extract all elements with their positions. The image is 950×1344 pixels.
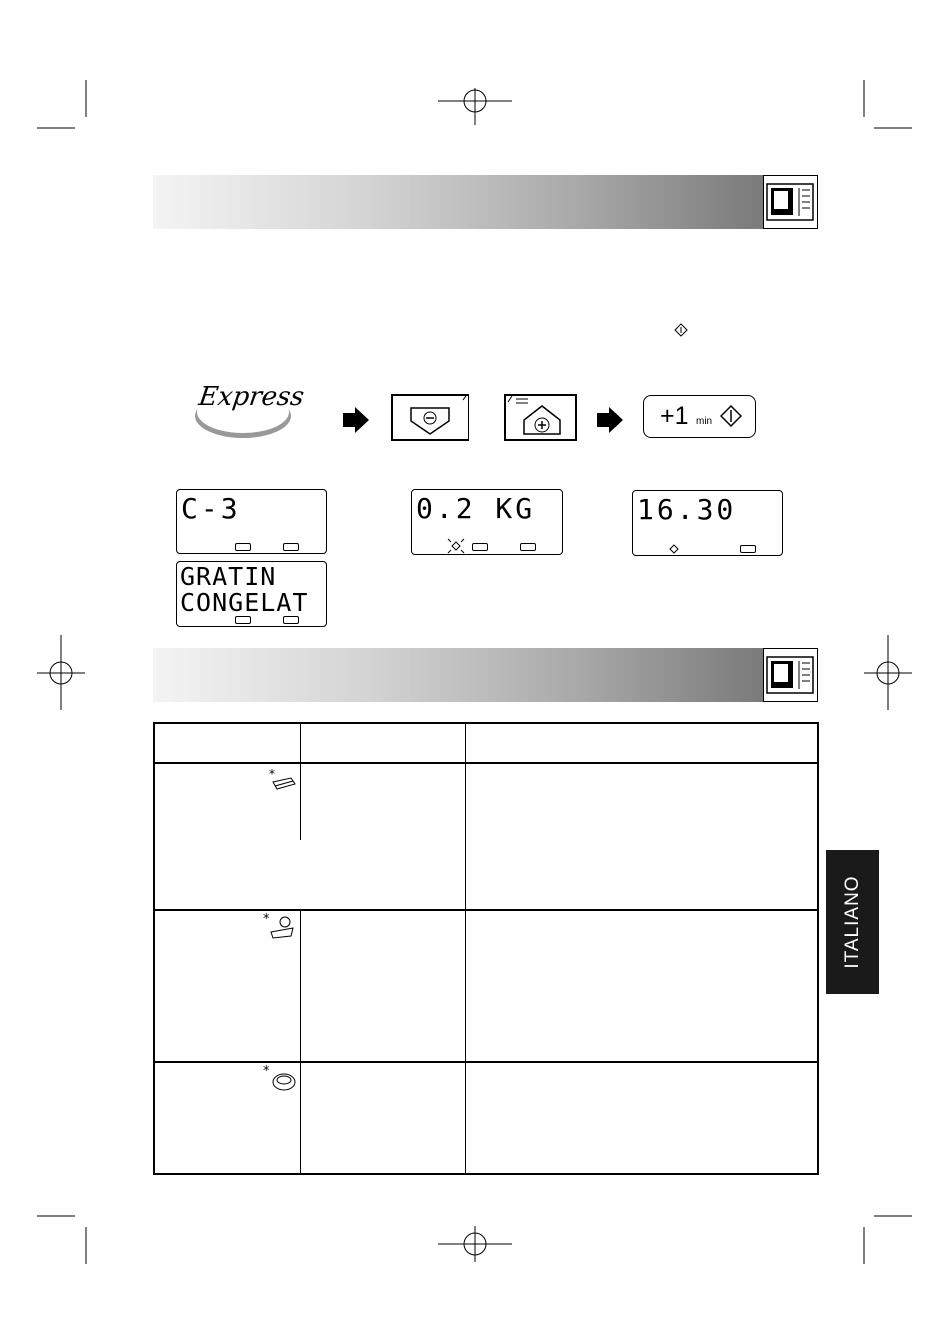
- svg-text:*: *: [263, 1064, 270, 1079]
- table-header-rule: [155, 762, 817, 764]
- table-column-divider: [300, 909, 301, 1173]
- plus-one-label: +1: [660, 402, 689, 430]
- microwave-mode-icon: [472, 543, 488, 551]
- lcd-display-program: [176, 489, 327, 554]
- microwave-mode-icon: [235, 616, 251, 624]
- express-logo: [193, 378, 306, 444]
- lcd-display-time: [632, 490, 783, 556]
- lcd-food-line1: GRATIN: [180, 562, 277, 591]
- table-column-divider: [465, 724, 466, 1173]
- svg-text:*: *: [269, 768, 275, 781]
- microwave-oven-icon: [763, 175, 818, 229]
- min-label: min: [696, 416, 713, 427]
- table-row-rule: [155, 909, 817, 911]
- lcd-program-code: C-3: [181, 492, 241, 525]
- language-label: ITALIANO: [841, 875, 863, 969]
- start-icon: [674, 323, 688, 337]
- minus-key-icon: [393, 396, 469, 441]
- microwave-oven-icon: [763, 648, 818, 702]
- lcd-time-value: 16.30: [637, 493, 737, 526]
- arrow-right-icon: [341, 405, 371, 435]
- lcd-display-weight: [411, 489, 563, 555]
- plus-one-min-start-key[interactable]: [643, 395, 756, 438]
- start-indicator-icon: [669, 544, 679, 554]
- plus-key-icon: [506, 396, 575, 439]
- express-program-table: [153, 722, 819, 1175]
- lcd-display-food-name: [176, 561, 327, 627]
- weight-up-key[interactable]: [504, 394, 577, 441]
- weight-down-key[interactable]: [391, 394, 469, 441]
- frozen-meat-icon: [263, 912, 297, 942]
- table-row-rule: [155, 1061, 817, 1063]
- table-column-divider: [300, 724, 301, 840]
- grill-mode-icon: [740, 545, 756, 553]
- microwave-mode-icon: [235, 543, 251, 551]
- grill-mode-icon: [520, 543, 536, 551]
- start-indicator-flashing-icon: [446, 538, 466, 554]
- language-side-tab: [826, 850, 879, 994]
- frozen-gratin-icon: [267, 768, 297, 794]
- lcd-food-line2: CONGELAT: [180, 588, 309, 617]
- arrow-right-icon: [595, 405, 625, 435]
- section-header-band: [153, 648, 763, 702]
- section-header-band: [153, 175, 763, 229]
- grill-mode-icon: [283, 616, 299, 624]
- start-icon: [720, 405, 742, 427]
- express-label: Express: [196, 382, 306, 412]
- frozen-dish-icon: [263, 1064, 297, 1094]
- svg-text:*: *: [263, 912, 270, 927]
- grill-mode-icon: [283, 543, 299, 551]
- lcd-weight-value: 0.2 KG: [416, 492, 536, 525]
